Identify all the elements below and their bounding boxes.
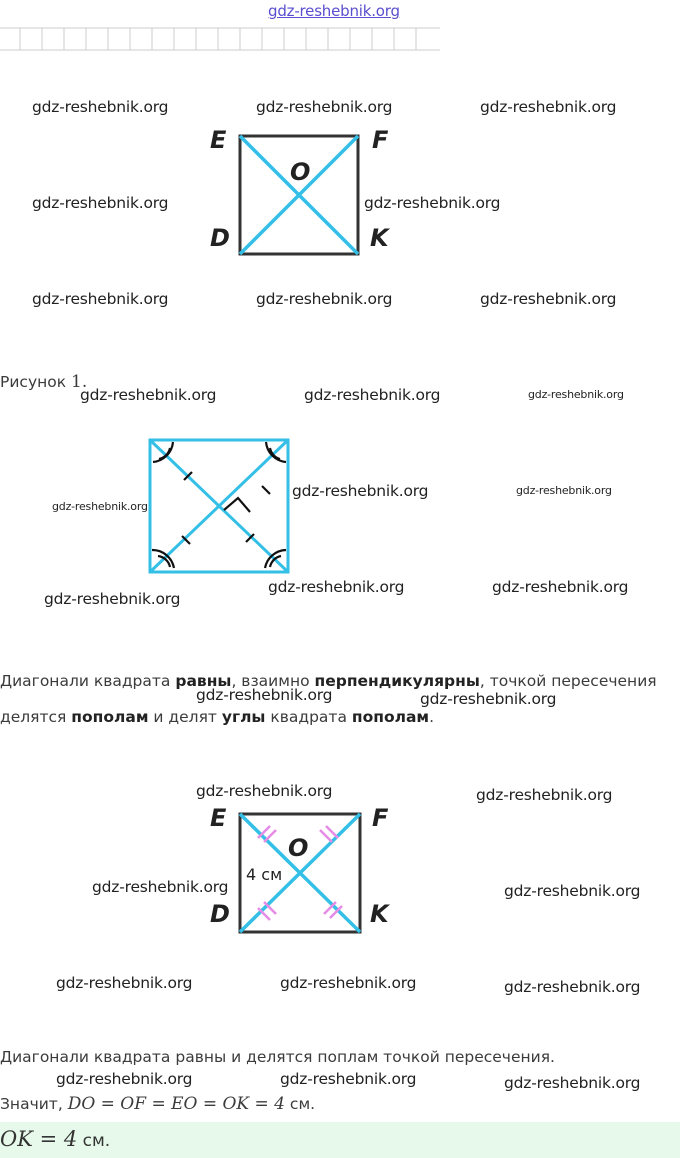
watermark: gdz-reshebnik.org <box>304 386 441 404</box>
watermark: gdz-reshebnik.org <box>476 786 613 804</box>
text: квадрата <box>265 708 352 726</box>
watermark: gdz-reshebnik.org <box>480 98 617 116</box>
watermark: gdz-reshebnik.org <box>504 1074 641 1092</box>
property-line-2 <box>0 708 434 726</box>
vertex-label-k: K <box>370 900 389 928</box>
watermark: gdz-reshebnik.org <box>492 578 629 596</box>
bold-text: равны <box>175 672 232 690</box>
answer-box <box>0 1122 680 1158</box>
center-label-o: O <box>288 834 309 862</box>
text: делятся <box>0 708 72 726</box>
vertex-label-k: K <box>370 224 389 252</box>
watermark: gdz-reshebnik.org <box>56 1070 193 1088</box>
watermark: gdz-reshebnik.org <box>480 290 617 308</box>
unit: см. <box>285 1095 316 1113</box>
answer-text <box>0 1127 110 1151</box>
text: . <box>429 708 435 726</box>
vertex-label-d: D <box>210 224 230 252</box>
vertex-label-e: E <box>210 126 227 154</box>
watermark: gdz-reshebnik.org <box>280 1070 417 1088</box>
caption-number: 1. <box>71 372 88 392</box>
text: и делят <box>148 708 222 726</box>
vertex-label-d: D <box>210 900 230 928</box>
watermark: gdz-reshebnik.org <box>420 690 557 708</box>
figure-1-caption <box>0 372 87 392</box>
solution-line-1: Диагонали квадрата равны и делятся поплам точкой пересечения. <box>0 1048 555 1066</box>
text: , точкой пересечения <box>479 672 657 690</box>
watermark: gdz-reshebnik.org <box>268 578 405 596</box>
equation: DO = OF = EO = OK = 4 <box>67 1094 285 1114</box>
watermark: gdz-reshebnik.org <box>280 974 417 992</box>
answer-unit: см. <box>77 1131 111 1151</box>
watermark: gdz-reshebnik.org <box>256 290 393 308</box>
equal-tick <box>262 486 270 494</box>
watermark: gdz-reshebnik.org <box>52 500 148 513</box>
grid-strip <box>0 24 440 54</box>
watermark: gdz-reshebnik.org <box>504 882 641 900</box>
text: Значит, <box>0 1095 68 1113</box>
watermark: gdz-reshebnik.org <box>32 290 169 308</box>
watermark: gdz-reshebnik.org <box>528 388 624 401</box>
vertex-label-e: E <box>210 804 227 832</box>
watermark: gdz-reshebnik.org <box>196 686 333 704</box>
watermark: gdz-reshebnik.org <box>32 194 169 212</box>
bold-text: пополам <box>351 708 430 726</box>
solution-line-2 <box>0 1094 315 1114</box>
text: Диагонали квадрата <box>0 672 176 690</box>
segment-length-label: 4 см <box>246 865 283 884</box>
watermark: gdz-reshebnik.org <box>44 590 181 608</box>
vertex-label-f: F <box>372 804 389 832</box>
vertex-label-f: F <box>372 126 389 154</box>
watermark: gdz-reshebnik.org <box>92 878 229 896</box>
text: , взаимно <box>231 672 315 690</box>
figure-3-square-with-length <box>200 796 400 946</box>
watermark: gdz-reshebnik.org <box>196 782 333 800</box>
watermark: gdz-reshebnik.org <box>516 484 612 497</box>
center-label-o: O <box>290 158 311 186</box>
watermark: gdz-reshebnik.org <box>32 98 169 116</box>
answer-equation: OK = 4 <box>0 1127 78 1151</box>
right-angle-mark <box>224 498 250 512</box>
bold-text: перпендикулярны <box>314 672 480 690</box>
top-watermark-link[interactable]: gdz-reshebnik.org <box>268 2 400 20</box>
figure-2-diagonal-properties <box>140 430 300 590</box>
watermark: gdz-reshebnik.org <box>256 98 393 116</box>
watermark: gdz-reshebnik.org <box>364 194 501 212</box>
bold-text: углы <box>221 708 266 726</box>
watermark: gdz-reshebnik.org <box>292 482 429 500</box>
caption-word: Рисунок <box>0 373 67 391</box>
watermark: gdz-reshebnik.org <box>504 978 641 996</box>
watermark: gdz-reshebnik.org <box>56 974 193 992</box>
watermark: gdz-reshebnik.org <box>80 386 217 404</box>
bold-text: пополам <box>71 708 149 726</box>
